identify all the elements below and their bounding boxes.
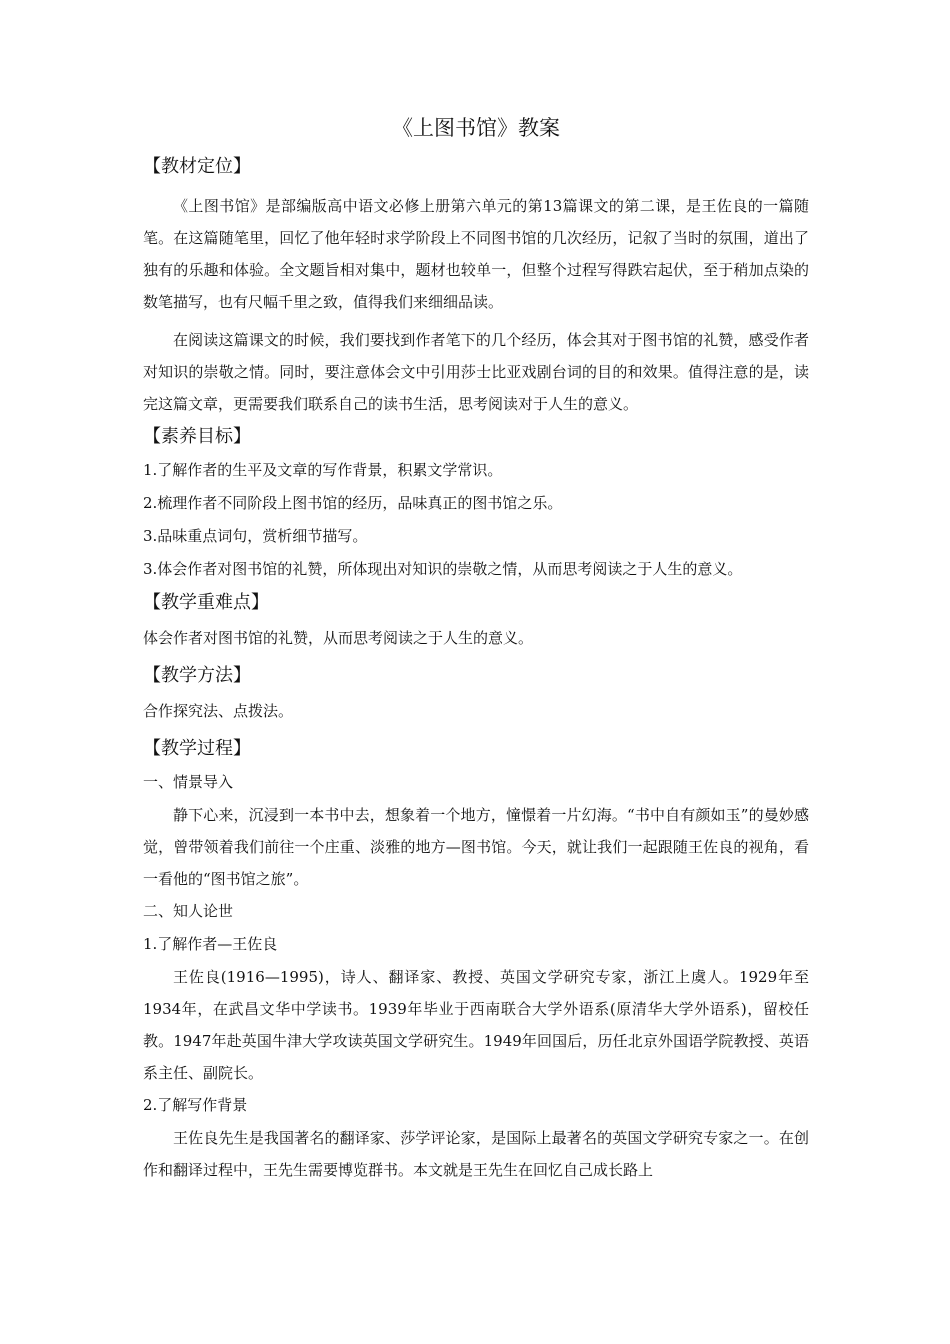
goal-item-2: 2.梳理作者不同阶段上图书馆的经历，品味真正的图书馆之乐。 <box>143 494 563 512</box>
section-heading-key-points: 【教学重难点】 <box>143 592 269 613</box>
document-page <box>143 108 809 1186</box>
process-part1-text: 静下心来，沉浸到一本书中去，想象着一个地方，憧憬着一片幻海。“书中自有颜如玉”的曼妙感觉，曾带领着我们前往一个庄重、淡雅的地方—图书馆。今天，就让我们一起跟随王佐良的视角，看一看他的“图书馆之旅”。 <box>143 806 809 888</box>
process-part2-title: 二、知人论世 <box>143 902 234 920</box>
process-sub1-title: 1.了解作者—王佐良 <box>143 935 278 953</box>
process-sub2-title: 2.了解写作背景 <box>143 1096 248 1114</box>
goal-item-4: 3.体会作者对图书馆的礼赞，所体现出对知识的崇敬之情，从而思考阅读之于人生的意义。 <box>143 560 743 578</box>
process-sub2-text: 王佐良先生是我国著名的翻译家、莎学评论家，是国际上最著名的英国文学研究专家之一。在创作和翻译过程中，王先生需要博览群书。本文就是王先生在回忆自己成长路上 <box>143 1129 809 1179</box>
key-points-text: 体会作者对图书馆的礼赞，从而思考阅读之于人生的意义。 <box>143 629 534 647</box>
section-heading-goals: 【素养目标】 <box>143 426 251 447</box>
paragraph-positioning-2: 在阅读这篇课文的时候，我们要找到作者笔下的几个经历，体会其对于图书馆的礼赞，感受作者对知识的崇敬之情。同时，要注意体会文中引用莎士比亚戏剧台词的目的和效果。值得注意的是，读完这篇文章，更需要我们联系自己的读书生活，思考阅读对于人生的意义。 <box>143 331 809 413</box>
paragraph-positioning-1: 《上图书馆》是部编版高中语文必修上册第六单元的第13篇课文的第二课，是王佐良的一篇随笔。在这篇随笔里，回忆了他年轻时求学阶段上不同图书馆的几次经历，记叙了当时的氛围，道出了独有的乐趣和体验。全文题旨相对集中，题材也较单一，但整个过程写得跌宕起伏，至于稍加点染的数笔描写，也有尺幅千里之致，值得我们来细细品读。 <box>143 197 809 311</box>
process-sub1-text: 王佐良(1916—1995)，诗人、翻译家、教授、英国文学研究专家，浙江上虞人。1929年至1934年，在武昌文华中学读书。1939年毕业于西南联合大学外语系(原清华大学外语系)，留校任教。1947年赴英国牛津大学攻读英国文学研究生。1949年回国后，历任北京外国语学院教授、英语系主任、副院长。 <box>143 968 809 1082</box>
goal-item-3: 3.品味重点词句，赏析细节描写。 <box>143 527 368 545</box>
goal-item-1: 1.了解作者的生平及文章的写作背景，积累文学常识。 <box>143 461 503 479</box>
section-heading-process: 【教学过程】 <box>143 738 251 759</box>
section-heading-positioning: 【教材定位】 <box>143 156 251 177</box>
process-part1-title: 一、情景导入 <box>143 773 234 791</box>
document-title: 《上图书馆》教案 <box>392 116 560 140</box>
section-heading-methods: 【教学方法】 <box>143 665 251 686</box>
methods-text: 合作探究法、点拨法。 <box>143 702 294 720</box>
